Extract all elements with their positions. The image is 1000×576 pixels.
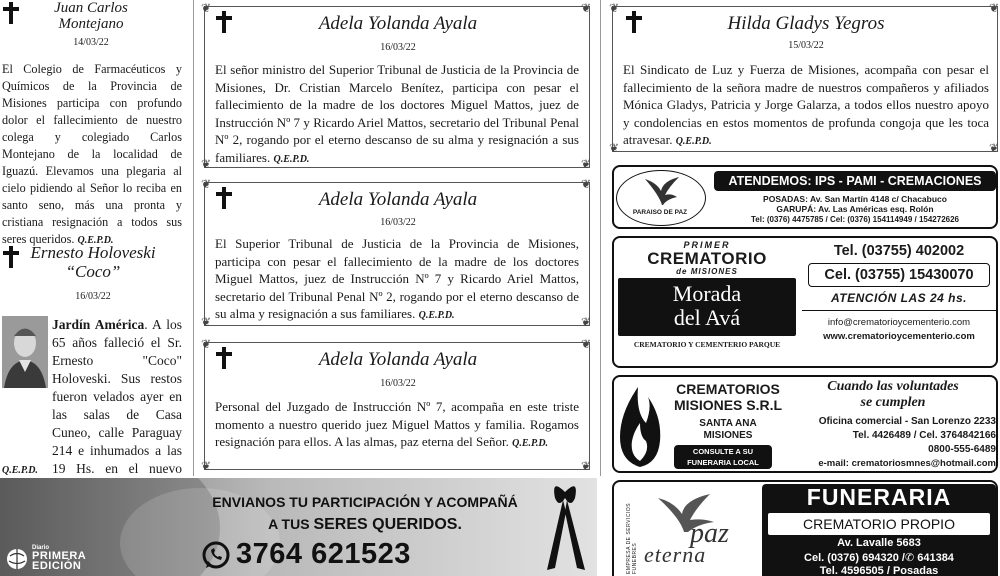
column-divider <box>193 0 194 476</box>
notice-text: Jardín América. A los 65 años falleció el Sr. Ernesto "Coco" Holoveski. Sus restos fueron velados ayer en las salas de Casa Cuneo, calle Paraguay 214 e inhumados a las 19 Hs. en el nuevo <box>52 317 182 476</box>
ad-tollfree: 0800-555-6489 <box>928 444 996 455</box>
whatsapp-icon <box>200 540 232 572</box>
ad-email: info@crematorioycementerio.com <box>827 317 971 328</box>
dove-icon <box>639 175 685 209</box>
notice-date: 16/03/22 <box>380 378 416 389</box>
paraiso-logo: PARAISO DE PAZ <box>616 170 706 226</box>
notice-frame <box>204 6 590 168</box>
notice-date: 16/03/22 <box>380 217 416 228</box>
banner-phone: 3764 621523 <box>236 538 411 570</box>
deceased-name: Adela Yolanda Ayala <box>318 13 478 34</box>
deceased-photo <box>2 316 48 388</box>
paz-eterna-logo: EMPRESA DE SERVICIOS FUNEBRES paz eterna <box>616 484 760 574</box>
ad-crematorios-misiones: CREMATORIOS MISIONES S.R.L SANTA ANA MISIONES CONSULTE A SU FUNERARIA LOCAL Cuando las voluntades se cumplen Oficina comercial - San Lorenzo 2233 Tel. 4426489 / Cel. 3764842166 0800-555-6489 e-mail: crematoriosmnes@hotmail.com <box>612 375 998 473</box>
cross-icon <box>2 2 20 24</box>
ad-header: ATENDEMOS: IPS - PAMI - CREMACIONES <box>714 171 996 191</box>
notice-date: 15/03/22 <box>788 40 824 51</box>
mourning-ribbon-icon <box>535 478 597 576</box>
crematorio-title: CREMATORIO <box>647 249 767 268</box>
notice-date: 16/03/22 <box>380 42 416 53</box>
ad-email: e-mail: crematoriosmnes@hotmail.com <box>818 458 996 469</box>
funeraria-panel <box>762 484 996 576</box>
ad-title-2: MISIONES S.R.L <box>673 397 783 413</box>
banner-line-2: A TUS SERES QUERIDOS. <box>268 516 462 533</box>
ad-tel: Tel. (03755) 402002 <box>833 243 965 259</box>
notice-text: El señor ministro del Superior Tribunal de Justicia de la Provincia de Misiones, Dr. Cristian Marcelo Benítez, participa con pesar el fallecimiento de la madre de los doctores Miguel Mattos, juez de Instrucción Nº 7 y Ricardo Ariel Mattos, secretario del Tribunal Penal Nº 2, rogando por el eterno descanso de su alma y resignación a sus familiares. Q.E.P.D. <box>215 62 579 165</box>
deceased-name: Hilda Gladys Yegros <box>727 13 885 34</box>
flame-icon <box>618 383 662 469</box>
ad-address-1: POSADAS: Av. San Martín 4148 c/ Chacabuco <box>763 194 947 204</box>
ad-tel: Tel. 4596505 / Posadas <box>819 565 939 576</box>
deceased-name: Juan Carlos Montejano <box>54 0 128 32</box>
funeraria-title: FUNERARIA <box>806 484 952 510</box>
ad-web: www.crematorioycementerio.com <box>823 331 975 342</box>
notice-text: El Superior Tribunal de Justicia de la Provincia de Misiones, participa con pesar el fallecimiento de la madre de los doctores Miguel Mattos, juez de Instrucción Nº 7 y Ricardo Ariel Mattos, secretario del Tribunal Penal Nº 2, rogando por el eterno descanso de su alma y resignación a sus familiares. Q.E.P.D. <box>215 236 579 322</box>
newspaper-logo: Diario PRIMERA EDICIÓN <box>6 546 116 572</box>
cross-icon <box>2 246 20 268</box>
deceased-name: Ernesto Holoveski <box>30 243 156 262</box>
ad-phones: Tel. 4426489 / Cel. 3764842166 <box>852 430 996 441</box>
participation-banner <box>0 478 597 576</box>
notice-qepd: Q.E.P.D. <box>2 465 38 476</box>
ad-address: Av. Lavalle 5683 <box>837 537 921 549</box>
consult-badge: CONSULTE A SU FUNERARIA LOCAL <box>674 445 772 469</box>
column-divider <box>600 0 601 476</box>
notice-date: 14/03/22 <box>73 37 109 48</box>
morada-logo: Morada del Avá <box>618 278 796 336</box>
crematorio-propio: CREMATORIO PROPIO <box>768 513 990 535</box>
notice-frame <box>612 6 998 152</box>
notice-text: El Colegio de Farmacéuticos y Químicos de la Provincia de Misiones participa con profundo dolor el fallecimiento de nuestro colega y colegiado Carlos Montejano de la localidad de Iguazú. Elevamos una plegaria al cielo pidiendo al Señor lo reciba en santo seno, más una pronta y cristiana resignación a todos sus seres queridos. Q.E.P.D. <box>2 62 182 246</box>
notice-text: Personal del Juzgado de Instrucción Nº 7, acompaña en este triste momento a nuestro querido juez Miguel Mattos y familia. Rogamos resignación para ellos. A las almas, paz eterna del Señor. Q.E.P.D. <box>215 399 579 450</box>
notice-date: 16/03/22 <box>75 291 111 302</box>
deceased-name: Adela Yolanda Ayala <box>318 189 478 210</box>
ad-title-1: CREMATORIOS <box>676 381 780 397</box>
ad-phones: Cel. (0376) 694320 /✆ 641384 <box>804 552 954 564</box>
ad-address-2: GARUPÁ: Av. Las Américas esq. Rolón <box>776 204 934 214</box>
globe-icon <box>6 548 28 570</box>
ad-office: Oficina comercial - San Lorenzo 2233 <box>818 416 996 427</box>
ad-crematorio-morada: PRIMER CREMATORIO de MISIONES Morada del Avá CREMATORIO Y CEMENTERIO PARQUE Tel. (03755) 402002 Cel. (03755) 15430070 ATENCIÓN LAS 24 hs. info@crematorioycementerio.com www.crematorioycementerio.com <box>612 236 998 368</box>
deceased-alias: “Coco” <box>65 262 121 281</box>
banner-line-1: ENVIANOS TU PARTICIPACIÓN Y ACOMPAÑÁ <box>212 494 518 510</box>
notice-frame <box>204 182 590 326</box>
ad-phones: Tel: (0376) 4475785 / Cel: (0376) 154114949 / 154272626 <box>750 215 959 224</box>
ad-paraiso-de-paz <box>612 165 998 229</box>
notice-text: El Sindicato de Luz y Fuerza de Misiones, acompaña con pesar el fallecimiento de la señora madre de nuestros compañeros y afiliados Mónica Gladys, Patricia y Jorge Galarza, a todos ellos nuestro apoyo y condolencias en estos momentos de profunda congoja que les toca atravesar. Q.E.P.D. <box>623 62 989 148</box>
notice-frame <box>204 342 590 470</box>
ad-cel: Cel. (03755) 15430070 <box>808 263 990 287</box>
ad-paz-eterna <box>612 480 998 576</box>
ad-atencion: ATENCIÓN LAS 24 hs. <box>831 291 967 305</box>
deceased-name: Adela Yolanda Ayala <box>318 349 478 370</box>
